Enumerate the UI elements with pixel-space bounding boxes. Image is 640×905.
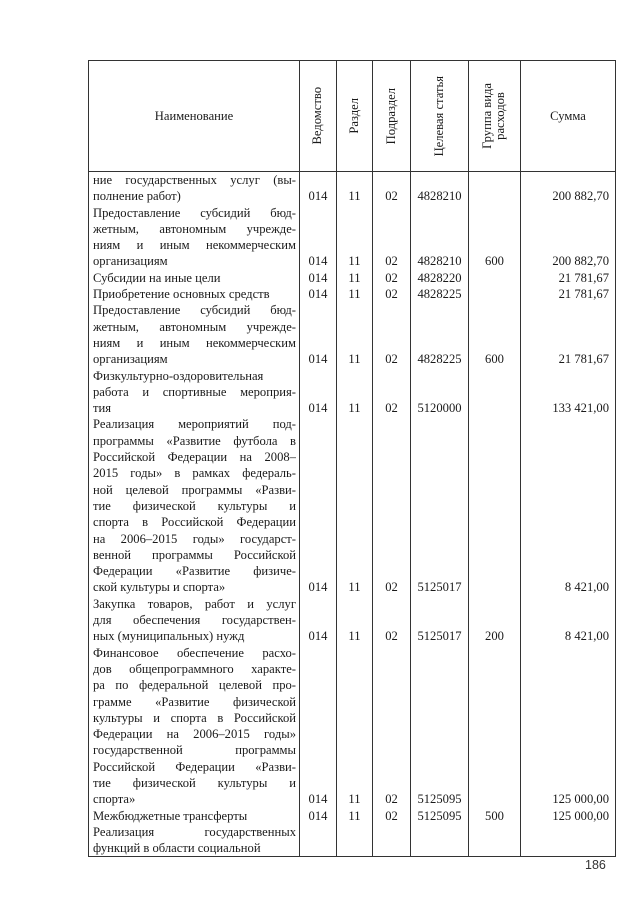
cell-podrazdel: 02 <box>373 596 411 645</box>
cell-vedomstvo: 014 <box>300 205 337 270</box>
table-row <box>89 645 616 808</box>
cell-vedomstvo: 014 <box>300 808 337 824</box>
cell-gruppa: 500 <box>469 808 521 824</box>
cell-razdel: 11 <box>337 172 373 205</box>
header-podrazdel <box>373 61 411 172</box>
cell-name-line: венной программы Российской <box>93 547 296 562</box>
cell-razdel <box>337 824 373 857</box>
header-gruppa-line1: Группа вида <box>480 83 495 149</box>
cell-summa <box>521 824 616 857</box>
cell-name-line: ной целевой программы «Разви- <box>93 482 296 497</box>
cell-statya: 4828225 <box>411 302 469 367</box>
cell-name-line: ской культуры и спорта» <box>93 580 226 595</box>
cell-gruppa <box>469 645 521 808</box>
cell-name-line: грамме «Развитие физической <box>93 694 296 709</box>
cell-name-line: Закупка товаров, работ и услуг <box>93 596 296 611</box>
cell-gruppa <box>469 368 521 417</box>
cell-razdel: 11 <box>337 808 373 824</box>
cell-summa: 125 000,00 <box>521 645 616 808</box>
cell-podrazdel: 02 <box>373 368 411 417</box>
header-name: Наименование <box>89 61 300 172</box>
cell-summa: 8 421,00 <box>521 416 616 595</box>
cell-statya: 4828225 <box>411 286 469 302</box>
header-razdel-label: Раздел <box>346 98 361 134</box>
cell-name-line: Реализация государственных <box>93 824 296 839</box>
cell-name-line: 2015 годы» в рамках федераль- <box>93 466 296 481</box>
cell-gruppa <box>469 824 521 857</box>
table-row <box>89 368 616 417</box>
cell-name-line: Приобретение основных средств <box>93 287 270 302</box>
cell-name <box>89 172 300 205</box>
cell-vedomstvo: 014 <box>300 596 337 645</box>
cell-razdel: 11 <box>337 302 373 367</box>
cell-name-line: Российской Федерации «Разви- <box>93 759 296 774</box>
budget-table <box>88 60 616 857</box>
cell-name-line: ние государственных услуг (вы- <box>93 173 296 187</box>
cell-name-line: функций в области социальной <box>93 841 261 856</box>
table-row <box>89 270 616 286</box>
cell-summa: 125 000,00 <box>521 808 616 824</box>
table-row <box>89 205 616 270</box>
cell-name-line: тия <box>93 401 112 416</box>
cell-name-line: тие физической культуры и <box>93 775 296 790</box>
cell-name <box>89 808 300 824</box>
cell-vedomstvo: 014 <box>300 416 337 595</box>
cell-podrazdel: 02 <box>373 172 411 205</box>
cell-name-line: жетным, автономным учрежде- <box>93 319 296 334</box>
cell-podrazdel: 02 <box>373 302 411 367</box>
cell-gruppa <box>469 270 521 286</box>
cell-gruppa <box>469 286 521 302</box>
cell-name <box>89 302 300 367</box>
cell-name-line: ра по федеральной целевой про- <box>93 678 296 693</box>
table-body <box>89 172 616 857</box>
cell-name-line: организациям <box>93 352 168 367</box>
cell-name <box>89 286 300 302</box>
cell-razdel: 11 <box>337 596 373 645</box>
cell-name-line: ниям и иным некоммерческим <box>93 238 296 253</box>
header-statya <box>411 61 469 172</box>
cell-name-line: программы «Развитие футбола в <box>93 433 296 448</box>
cell-name-line: ниям и иным некоммерческим <box>93 335 296 350</box>
cell-statya: 5125017 <box>411 416 469 595</box>
cell-razdel: 11 <box>337 368 373 417</box>
table-row <box>89 416 616 595</box>
cell-vedomstvo: 014 <box>300 645 337 808</box>
cell-razdel: 11 <box>337 205 373 270</box>
cell-name-line: спорта в Российской Федерации <box>93 515 296 530</box>
cell-vedomstvo: 014 <box>300 286 337 302</box>
table-header-row <box>89 61 616 172</box>
cell-statya: 4828220 <box>411 270 469 286</box>
cell-summa: 21 781,67 <box>521 270 616 286</box>
cell-gruppa <box>469 172 521 205</box>
cell-summa: 200 882,70 <box>521 172 616 205</box>
cell-statya: 5125095 <box>411 808 469 824</box>
cell-razdel: 11 <box>337 270 373 286</box>
cell-name <box>89 824 300 857</box>
cell-podrazdel <box>373 824 411 857</box>
cell-name-line: на 2006–2015 годы» государст- <box>93 531 296 546</box>
cell-summa: 133 421,00 <box>521 368 616 417</box>
cell-razdel: 11 <box>337 645 373 808</box>
header-gruppa-label <box>481 83 507 149</box>
cell-name-line: Финансовое обеспечение расхо- <box>93 645 296 660</box>
cell-gruppa: 600 <box>469 205 521 270</box>
cell-name-line: полнение работ) <box>93 189 181 204</box>
header-gruppa-line2: расходов <box>493 92 508 140</box>
cell-statya: 5125017 <box>411 596 469 645</box>
cell-statya: 4828210 <box>411 205 469 270</box>
cell-name-line: Физкультурно-оздоровительная <box>93 368 264 383</box>
cell-name-line: Предоставление субсидий бюд- <box>93 303 296 318</box>
table-row <box>89 302 616 367</box>
cell-statya: 4828210 <box>411 172 469 205</box>
header-vedomstvo-label: Ведомство <box>310 87 325 145</box>
table-row <box>89 596 616 645</box>
cell-name-line: работа и спортивные мероприя- <box>93 384 296 399</box>
cell-gruppa <box>469 416 521 595</box>
table-row <box>89 286 616 302</box>
cell-podrazdel: 02 <box>373 645 411 808</box>
table-row <box>89 808 616 824</box>
table-row <box>89 172 616 205</box>
header-statya-label: Целевая статья <box>431 75 446 157</box>
cell-name-line: Реализация мероприятий под- <box>93 417 296 432</box>
cell-name-line: для обеспечения государствен- <box>93 613 296 628</box>
cell-name <box>89 416 300 595</box>
cell-razdel: 11 <box>337 286 373 302</box>
header-gruppa <box>469 61 521 172</box>
cell-name-line: Российской Федерации на 2008– <box>93 450 296 465</box>
cell-podrazdel: 02 <box>373 205 411 270</box>
cell-name <box>89 270 300 286</box>
cell-name <box>89 205 300 270</box>
cell-podrazdel: 02 <box>373 808 411 824</box>
cell-summa: 21 781,67 <box>521 286 616 302</box>
header-vedomstvo <box>300 61 337 172</box>
cell-name-line: спорта» <box>93 792 136 807</box>
cell-name-line: организациям <box>93 254 168 269</box>
cell-statya: 5125095 <box>411 645 469 808</box>
header-summa: Сумма <box>521 61 616 172</box>
cell-name-line: Федерации «Развитие физиче- <box>93 564 296 579</box>
cell-name-line: тие физической культуры и <box>93 498 296 513</box>
cell-name <box>89 645 300 808</box>
cell-name-line: ных (муниципальных) нужд <box>93 629 245 644</box>
cell-name-line: государственной программы <box>93 743 296 758</box>
cell-statya: 5120000 <box>411 368 469 417</box>
cell-vedomstvo <box>300 824 337 857</box>
cell-razdel: 11 <box>337 416 373 595</box>
cell-statya <box>411 824 469 857</box>
cell-vedomstvo: 014 <box>300 172 337 205</box>
cell-summa: 21 781,67 <box>521 302 616 367</box>
cell-name-line: культуры и спорта в Российской <box>93 710 296 725</box>
cell-summa: 8 421,00 <box>521 596 616 645</box>
cell-gruppa: 200 <box>469 596 521 645</box>
cell-podrazdel: 02 <box>373 270 411 286</box>
cell-vedomstvo: 014 <box>300 270 337 286</box>
header-razdel <box>337 61 373 172</box>
header-podrazdel-label: Подраздел <box>383 87 398 145</box>
cell-name-line: Федерации на 2006–2015 годы» <box>93 727 296 742</box>
cell-vedomstvo: 014 <box>300 302 337 367</box>
cell-gruppa: 600 <box>469 302 521 367</box>
cell-name <box>89 368 300 417</box>
cell-podrazdel: 02 <box>373 286 411 302</box>
cell-name-line: Предоставление субсидий бюд- <box>93 205 296 220</box>
cell-name-line: Субсидии на иные цели <box>93 270 221 285</box>
cell-name-line: Межбюджетные трансферты <box>93 808 248 823</box>
cell-name-line: дов общепрограммного характе- <box>93 661 296 676</box>
cell-name-line: жетным, автономным учрежде- <box>93 221 296 236</box>
table-row <box>89 824 616 857</box>
page-number: 186 <box>585 858 606 872</box>
cell-summa: 200 882,70 <box>521 205 616 270</box>
cell-name <box>89 596 300 645</box>
cell-vedomstvo: 014 <box>300 368 337 417</box>
cell-podrazdel: 02 <box>373 416 411 595</box>
